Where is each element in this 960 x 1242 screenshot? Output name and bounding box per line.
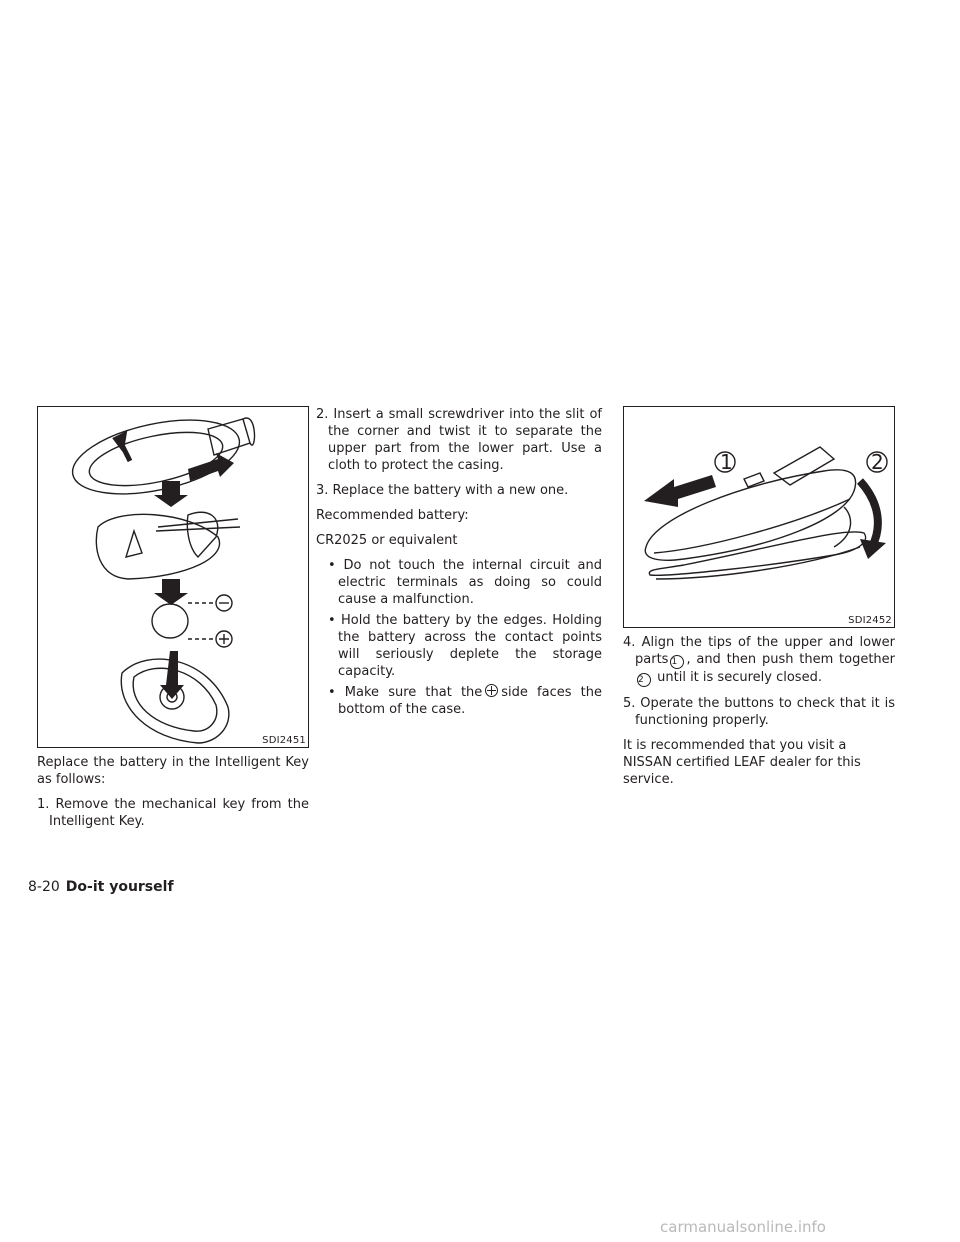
- step-3-text: 3. Replace the battery with a new one.: [316, 483, 569, 498]
- figure-2-callout-2: 2: [871, 450, 884, 474]
- bullet-3-text: [328, 684, 602, 718]
- watermark: carmanualsonline.info: [660, 1218, 826, 1236]
- page-number: 8-20: [28, 879, 60, 895]
- figure-battery-replacement: [37, 406, 309, 748]
- closing-paragraph: It is recommended that you visit a NISSAN certified LEAF dealer for this service.: [623, 738, 861, 787]
- intro-paragraph: Replace the battery in the Intelligent Key as follows:: [37, 755, 309, 787]
- step-5-text: 5. Operate the buttons to check that it is functioning properly.: [623, 696, 895, 728]
- plus-circle-icon: [485, 684, 498, 697]
- step-2: [316, 406, 602, 474]
- figure-1-illustration: [38, 407, 310, 749]
- bullet-1: [328, 557, 602, 608]
- step-4-mid: , and then push them together: [686, 652, 895, 667]
- battery-type: CR2025 or equivalent: [316, 533, 458, 548]
- callout-2-icon: 2: [637, 673, 651, 687]
- step-3: [316, 482, 602, 499]
- page-footer: [28, 879, 174, 895]
- figure-2-code: SDI2452: [848, 615, 892, 626]
- figure-2-illustration: [624, 407, 896, 629]
- step-4-pre: 4. Align the tips of the upper and lower parts: [623, 635, 895, 667]
- column-3: [623, 634, 895, 796]
- step-2-text: 2. Insert a small screwdriver into the slit of the corner and twist it to separate the upper part from the lower part. Use a cloth to protect the casing.: [316, 407, 602, 473]
- bullet-3: [328, 684, 602, 718]
- figure-2-callout-1: 1: [720, 450, 733, 474]
- step-5: [623, 695, 895, 729]
- callout-1-icon: 1: [670, 655, 684, 669]
- bullet-2-text: • Hold the battery by the edges. Holding the battery across the contact points will seriously deplete the storage capacity.: [328, 613, 602, 679]
- recommended-label: Recommended battery:: [316, 508, 469, 523]
- step-1-text: 1. Remove the mechanical key from the Intelligent Key.: [37, 797, 309, 829]
- bullet-3-post: side faces the bottom of the case.: [338, 685, 602, 717]
- step-1: [37, 796, 309, 830]
- step-4: [623, 634, 895, 687]
- bullet-1-text: • Do not touch the internal circuit and electric terminals as doing so could cause a malfunction.: [328, 558, 602, 607]
- column-1: [37, 754, 309, 838]
- figure-1-code: SDI2451: [262, 735, 306, 746]
- step-4-post: until it is securely closed.: [657, 670, 822, 685]
- figure-case-assembly: [623, 406, 895, 628]
- column-2: [316, 406, 602, 722]
- section-title: Do-it yourself: [65, 879, 174, 895]
- step-4-text: [623, 634, 895, 687]
- bullet-3-pre: • Make sure that the: [328, 685, 483, 700]
- bullet-2: [328, 612, 602, 680]
